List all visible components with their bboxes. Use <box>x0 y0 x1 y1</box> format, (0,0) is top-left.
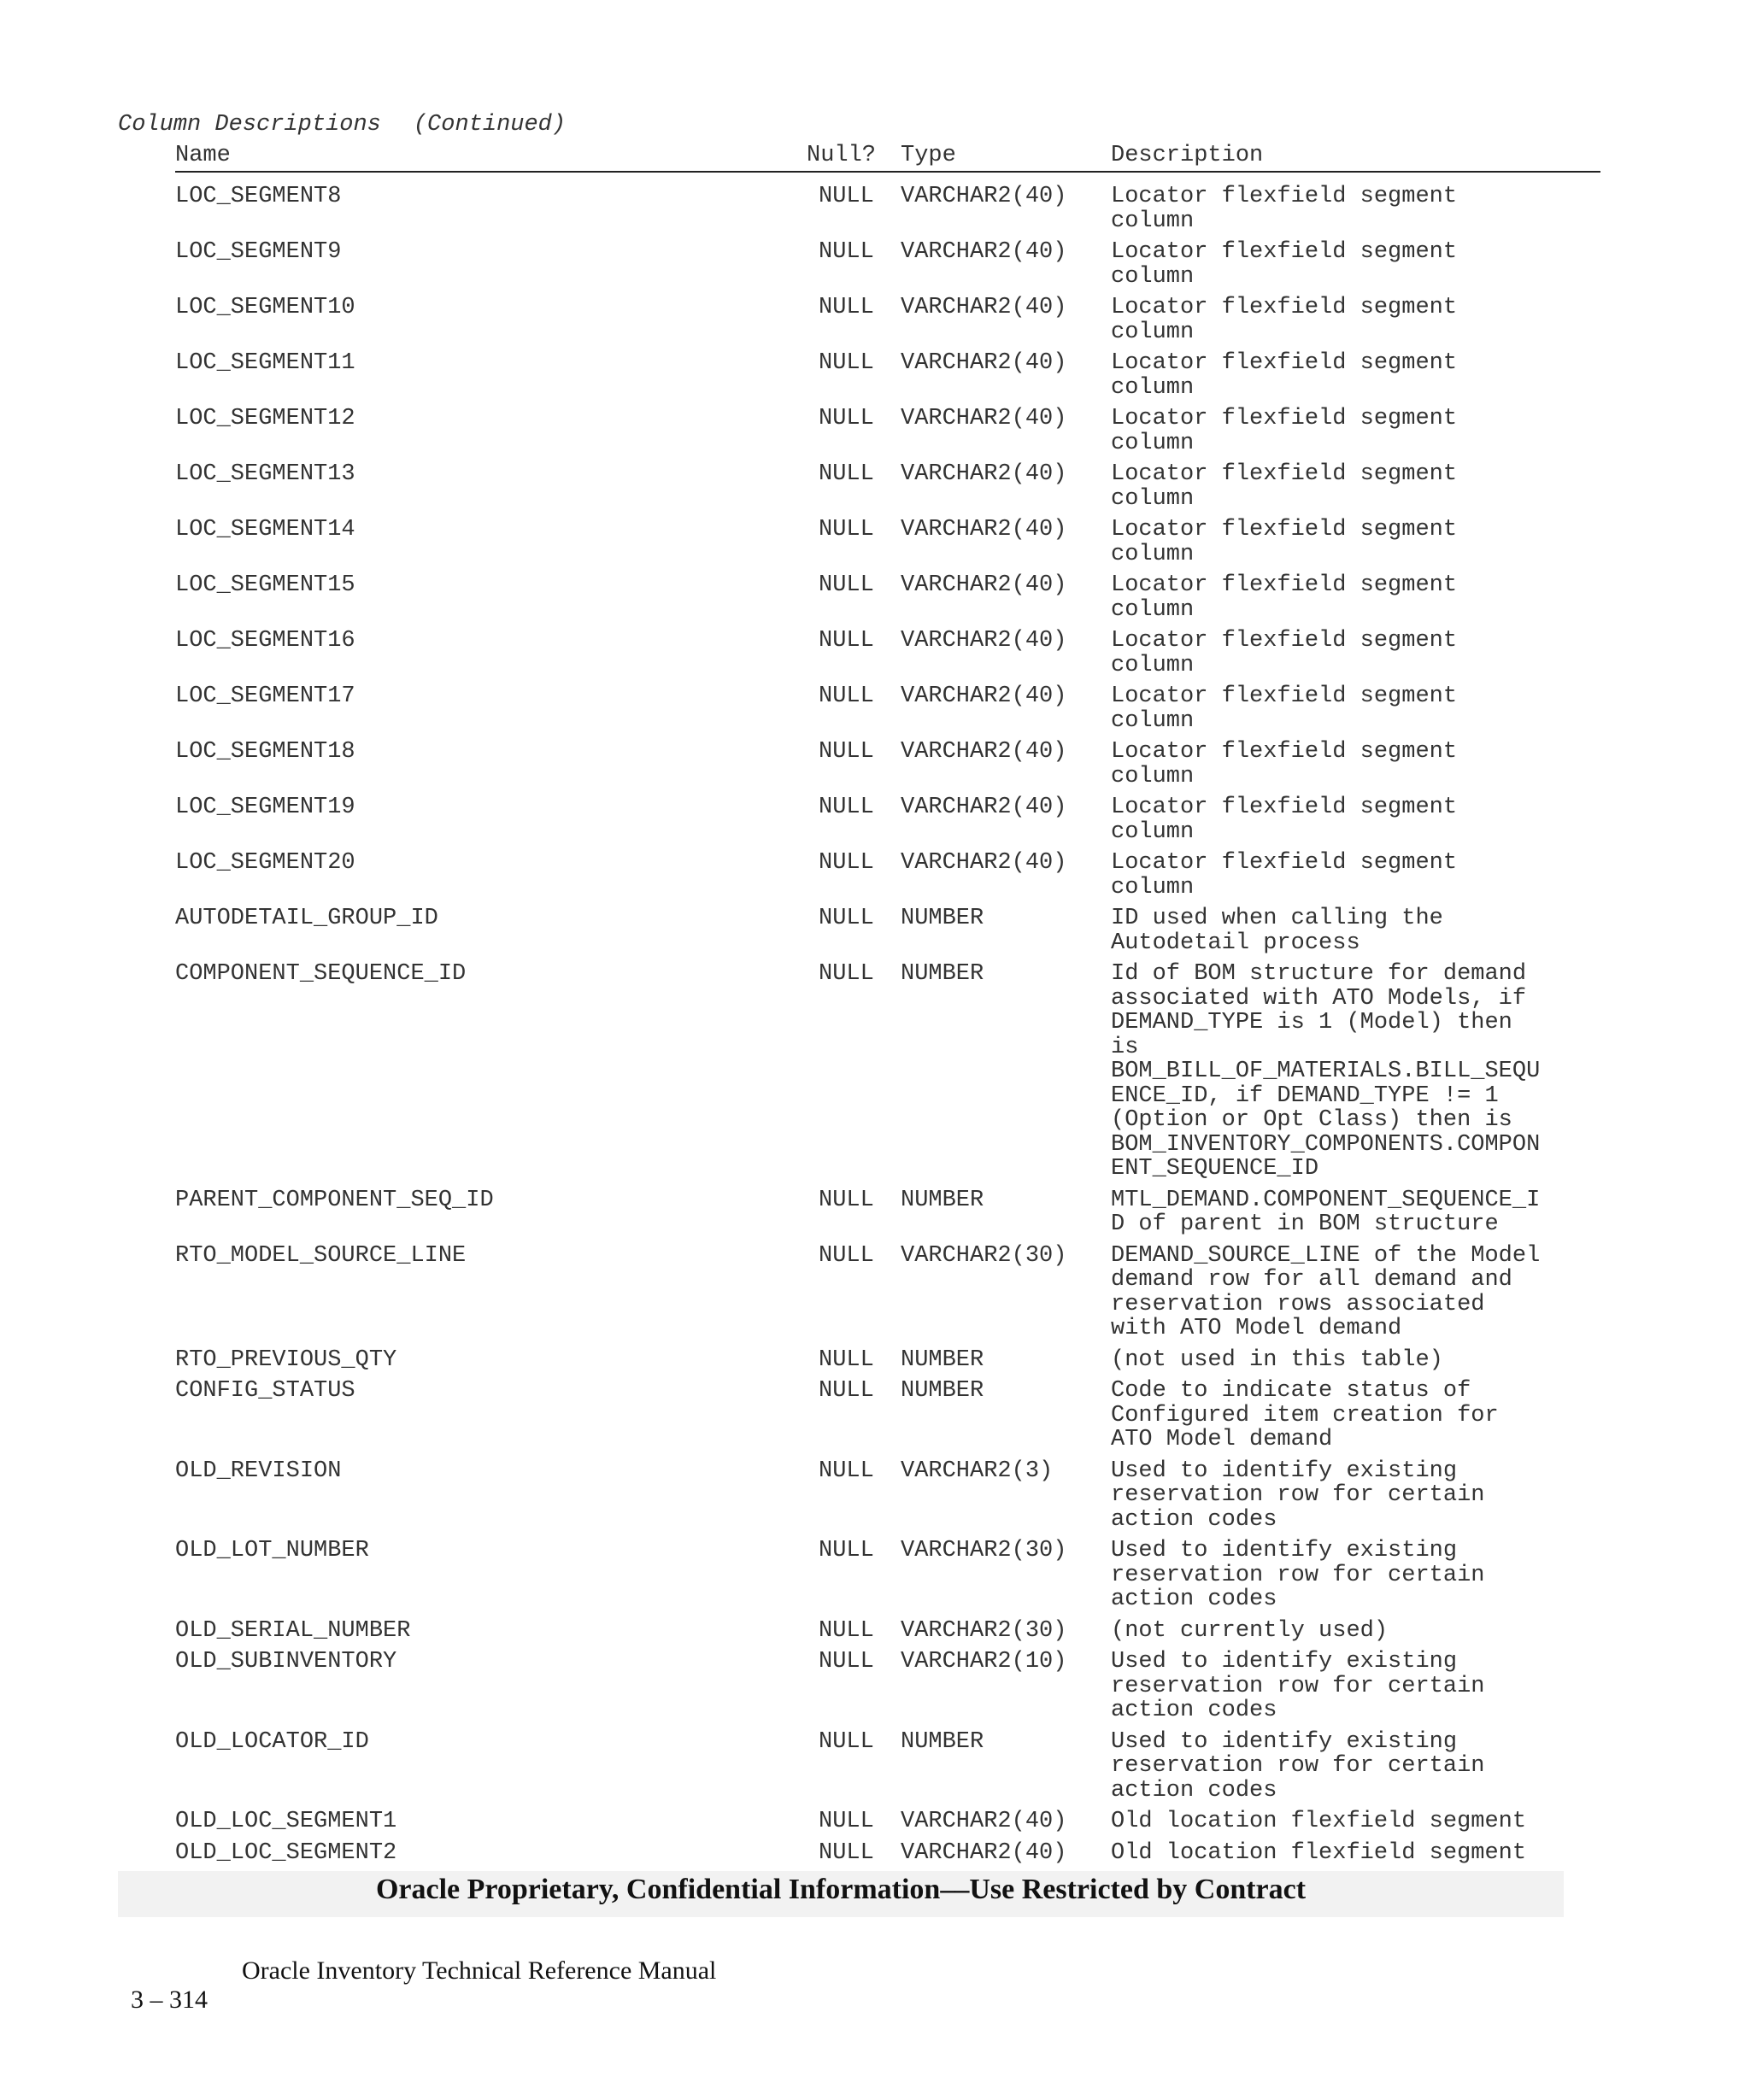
column-null: NULL <box>819 1242 874 1269</box>
description-line: column <box>1111 707 1195 734</box>
column-name: LOC_SEGMENT15 <box>175 572 355 598</box>
column-name: COMPONENT_SEQUENCE_ID <box>175 961 467 987</box>
column-type: VARCHAR2(40) <box>901 795 1067 820</box>
description-line: Used to identify existing <box>1111 1728 1458 1755</box>
column-type: NUMBER <box>901 1187 984 1213</box>
column-name: LOC_SEGMENT19 <box>175 795 355 820</box>
column-null: NULL <box>819 1378 874 1404</box>
column-null: NULL <box>819 295 874 320</box>
header-rule <box>175 171 1600 173</box>
description-line: associated with ATO Models, if <box>1111 985 1527 1012</box>
column-description <box>1111 1841 1526 1866</box>
column-description <box>1111 851 1457 900</box>
description-line: action codes <box>1111 1777 1277 1804</box>
description-line: (not used in this table) <box>1111 1346 1443 1373</box>
column-description <box>1111 1188 1540 1237</box>
column-type: VARCHAR2(10) <box>901 1649 1067 1675</box>
manual-title: Oracle Inventory Technical Reference Manual <box>242 1956 717 1985</box>
column-type: VARCHAR2(40) <box>901 1809 1067 1834</box>
description-line: column <box>1111 652 1195 678</box>
column-type: VARCHAR2(30) <box>901 1617 1067 1644</box>
column-type: VARCHAR2(40) <box>901 572 1067 598</box>
header-type: Type <box>901 143 956 168</box>
description-line: reservation row for certain <box>1111 1482 1485 1508</box>
description-line: column <box>1111 208 1195 234</box>
column-type: VARCHAR2(40) <box>901 295 1067 320</box>
description-line: reservation rows associated <box>1111 1291 1485 1317</box>
column-type: VARCHAR2(40) <box>901 739 1067 765</box>
column-description <box>1111 1379 1499 1452</box>
page-number: 3 – 314 <box>131 1986 208 2014</box>
column-description <box>1111 795 1457 844</box>
description-line: column <box>1111 485 1195 512</box>
column-type: NUMBER <box>901 1378 984 1404</box>
description-line: Locator flexfield segment <box>1111 628 1458 654</box>
column-null: NULL <box>819 184 874 209</box>
column-name: CONFIG_STATUS <box>175 1378 355 1404</box>
column-name: LOC_SEGMENT14 <box>175 517 355 543</box>
description-line: Old location flexfield segment <box>1111 1809 1527 1834</box>
column-type: VARCHAR2(30) <box>901 1242 1067 1269</box>
column-null: NULL <box>819 517 874 543</box>
description-line: (Option or Opt Class) then is <box>1111 1107 1512 1133</box>
description-line: action codes <box>1111 1698 1277 1723</box>
column-null: NULL <box>819 1728 874 1755</box>
column-description <box>1111 351 1457 400</box>
column-type: NUMBER <box>901 1346 984 1373</box>
description-line: reservation row for certain <box>1111 1753 1485 1779</box>
header-null: Null? <box>807 143 877 168</box>
description-line: Used to identify existing <box>1111 1649 1458 1675</box>
description-line: BOM_BILL_OF_MATERIALS.BILL_SEQU <box>1111 1059 1541 1084</box>
column-null: NULL <box>819 572 874 598</box>
column-null: NULL <box>819 850 874 876</box>
column-type: NUMBER <box>901 1728 984 1755</box>
column-type: VARCHAR2(40) <box>901 406 1067 431</box>
description-line: column <box>1111 319 1195 345</box>
column-type: NUMBER <box>901 906 984 931</box>
column-description <box>1111 1730 1484 1804</box>
column-description <box>1111 1459 1484 1533</box>
description-line: reservation row for certain <box>1111 1673 1485 1699</box>
table-caption <box>118 112 566 138</box>
column-name: OLD_REVISION <box>175 1458 342 1484</box>
column-null: NULL <box>819 795 874 820</box>
column-type: VARCHAR2(40) <box>901 628 1067 654</box>
column-null: NULL <box>819 1839 874 1866</box>
column-null: NULL <box>819 683 874 709</box>
column-name: AUTODETAIL_GROUP_ID <box>175 906 438 931</box>
column-name: LOC_SEGMENT13 <box>175 461 355 487</box>
description-line: Locator flexfield segment <box>1111 295 1458 320</box>
column-type: VARCHAR2(40) <box>901 239 1067 265</box>
column-name: RTO_MODEL_SOURCE_LINE <box>175 1242 467 1269</box>
column-name: LOC_SEGMENT9 <box>175 239 342 265</box>
description-line: Locator flexfield segment <box>1111 406 1458 431</box>
column-type: VARCHAR2(3) <box>901 1458 1054 1484</box>
column-null: NULL <box>819 1649 874 1675</box>
description-line: column <box>1111 596 1195 623</box>
caption-continued: (Continued) <box>413 112 567 138</box>
column-description <box>1111 906 1443 955</box>
caption-title: Column Descriptions <box>118 112 381 138</box>
description-line: DEMAND_SOURCE_LINE of the Model <box>1111 1242 1541 1269</box>
column-description <box>1111 1810 1526 1834</box>
column-description <box>1111 185 1457 233</box>
description-line: Code to indicate status of <box>1111 1378 1471 1404</box>
description-line: Locator flexfield segment <box>1111 239 1458 265</box>
description-line: Locator flexfield segment <box>1111 517 1458 543</box>
column-name: LOC_SEGMENT10 <box>175 295 355 320</box>
column-description <box>1111 740 1457 789</box>
description-line: Locator flexfield segment <box>1111 572 1458 598</box>
description-line: (not currently used) <box>1111 1617 1389 1644</box>
column-name: LOC_SEGMENT17 <box>175 683 355 709</box>
column-type: NUMBER <box>901 961 984 987</box>
description-line: with ATO Model demand <box>1111 1316 1402 1341</box>
description-line: Locator flexfield segment <box>1111 184 1458 209</box>
column-name: LOC_SEGMENT18 <box>175 739 355 765</box>
column-name: PARENT_COMPONENT_SEQ_ID <box>175 1187 494 1213</box>
column-description <box>1111 962 1540 1182</box>
column-description <box>1111 462 1457 511</box>
column-null: NULL <box>819 1809 874 1834</box>
description-line: D of parent in BOM structure <box>1111 1211 1499 1237</box>
description-line: Locator flexfield segment <box>1111 461 1458 487</box>
column-null: NULL <box>819 906 874 931</box>
column-type: VARCHAR2(40) <box>901 850 1067 876</box>
description-line: column <box>1111 763 1195 789</box>
column-name: RTO_PREVIOUS_QTY <box>175 1346 397 1373</box>
column-description <box>1111 1619 1388 1644</box>
description-line: Id of BOM structure for demand <box>1111 961 1527 987</box>
column-name: LOC_SEGMENT20 <box>175 850 355 876</box>
column-type: VARCHAR2(40) <box>901 461 1067 487</box>
column-name: OLD_LOC_SEGMENT1 <box>175 1809 397 1834</box>
column-description <box>1111 573 1457 622</box>
column-null: NULL <box>819 1458 874 1484</box>
description-line: Locator flexfield segment <box>1111 850 1458 876</box>
column-description <box>1111 407 1457 455</box>
column-null: NULL <box>819 406 874 431</box>
column-type: VARCHAR2(40) <box>901 1839 1067 1866</box>
description-line: ATO Model demand <box>1111 1427 1333 1452</box>
column-type: VARCHAR2(40) <box>901 517 1067 543</box>
description-line: is <box>1111 1034 1139 1060</box>
column-description <box>1111 684 1457 733</box>
description-line: demand row for all demand and <box>1111 1267 1512 1293</box>
description-line: reservation row for certain <box>1111 1562 1485 1588</box>
description-line: column <box>1111 430 1195 456</box>
column-name: OLD_LOT_NUMBER <box>175 1538 369 1563</box>
column-name: OLD_LOC_SEGMENT2 <box>175 1839 397 1866</box>
description-line: ID used when calling the <box>1111 906 1443 931</box>
page-footer <box>118 1956 717 2044</box>
column-description <box>1111 240 1457 289</box>
description-line: Locator flexfield segment <box>1111 350 1458 376</box>
column-description <box>1111 1650 1484 1723</box>
column-null: NULL <box>819 350 874 376</box>
column-null: NULL <box>819 628 874 654</box>
column-name: OLD_LOCATOR_ID <box>175 1728 369 1755</box>
column-null: NULL <box>819 461 874 487</box>
description-line: Locator flexfield segment <box>1111 739 1458 765</box>
description-line: ENT_SEQUENCE_ID <box>1111 1156 1319 1182</box>
column-name: LOC_SEGMENT16 <box>175 628 355 654</box>
description-line: Configured item creation for <box>1111 1402 1499 1428</box>
header-name: Name <box>175 143 231 168</box>
description-line: column <box>1111 541 1195 567</box>
column-null: NULL <box>819 739 874 765</box>
column-null: NULL <box>819 1346 874 1373</box>
column-null: NULL <box>819 1538 874 1563</box>
column-name: LOC_SEGMENT8 <box>175 184 342 209</box>
description-line: MTL_DEMAND.COMPONENT_SEQUENCE_I <box>1111 1187 1541 1213</box>
description-line: ENCE_ID, if DEMAND_TYPE != 1 <box>1111 1082 1499 1109</box>
description-line: column <box>1111 374 1195 401</box>
column-name: LOC_SEGMENT11 <box>175 350 355 376</box>
description-line: column <box>1111 263 1195 290</box>
description-line: BOM_INVENTORY_COMPONENTS.COMPON <box>1111 1131 1541 1158</box>
column-name: LOC_SEGMENT12 <box>175 406 355 431</box>
column-name: OLD_SERIAL_NUMBER <box>175 1617 411 1644</box>
column-type: VARCHAR2(40) <box>901 184 1067 209</box>
description-line: column <box>1111 818 1195 845</box>
column-description <box>1111 1348 1443 1373</box>
description-line: column <box>1111 874 1195 900</box>
header-description: Description <box>1111 143 1264 168</box>
description-line: DEMAND_TYPE is 1 (Model) then <box>1111 1010 1512 1035</box>
column-description <box>1111 296 1457 344</box>
column-null: NULL <box>819 1187 874 1213</box>
column-null: NULL <box>819 239 874 265</box>
confidential-notice: Oracle Proprietary, Confidential Information––Use Restricted by Contract <box>375 1874 1307 1905</box>
description-line: Old location flexfield segment <box>1111 1839 1527 1866</box>
column-name: OLD_SUBINVENTORY <box>175 1649 397 1675</box>
column-type: VARCHAR2(40) <box>901 683 1067 709</box>
column-null: NULL <box>819 961 874 987</box>
column-description <box>1111 1539 1484 1612</box>
description-line: Used to identify existing <box>1111 1458 1458 1484</box>
description-line: action codes <box>1111 1506 1277 1533</box>
column-description <box>1111 629 1457 678</box>
column-description <box>1111 1244 1540 1341</box>
description-line: Locator flexfield segment <box>1111 683 1458 709</box>
column-type: VARCHAR2(40) <box>901 350 1067 376</box>
column-description <box>1111 518 1457 566</box>
description-line: Autodetail process <box>1111 930 1360 956</box>
description-line: Locator flexfield segment <box>1111 795 1458 820</box>
column-type: VARCHAR2(30) <box>901 1538 1067 1563</box>
column-null: NULL <box>819 1617 874 1644</box>
description-line: action codes <box>1111 1587 1277 1612</box>
description-line: Used to identify existing <box>1111 1538 1458 1563</box>
